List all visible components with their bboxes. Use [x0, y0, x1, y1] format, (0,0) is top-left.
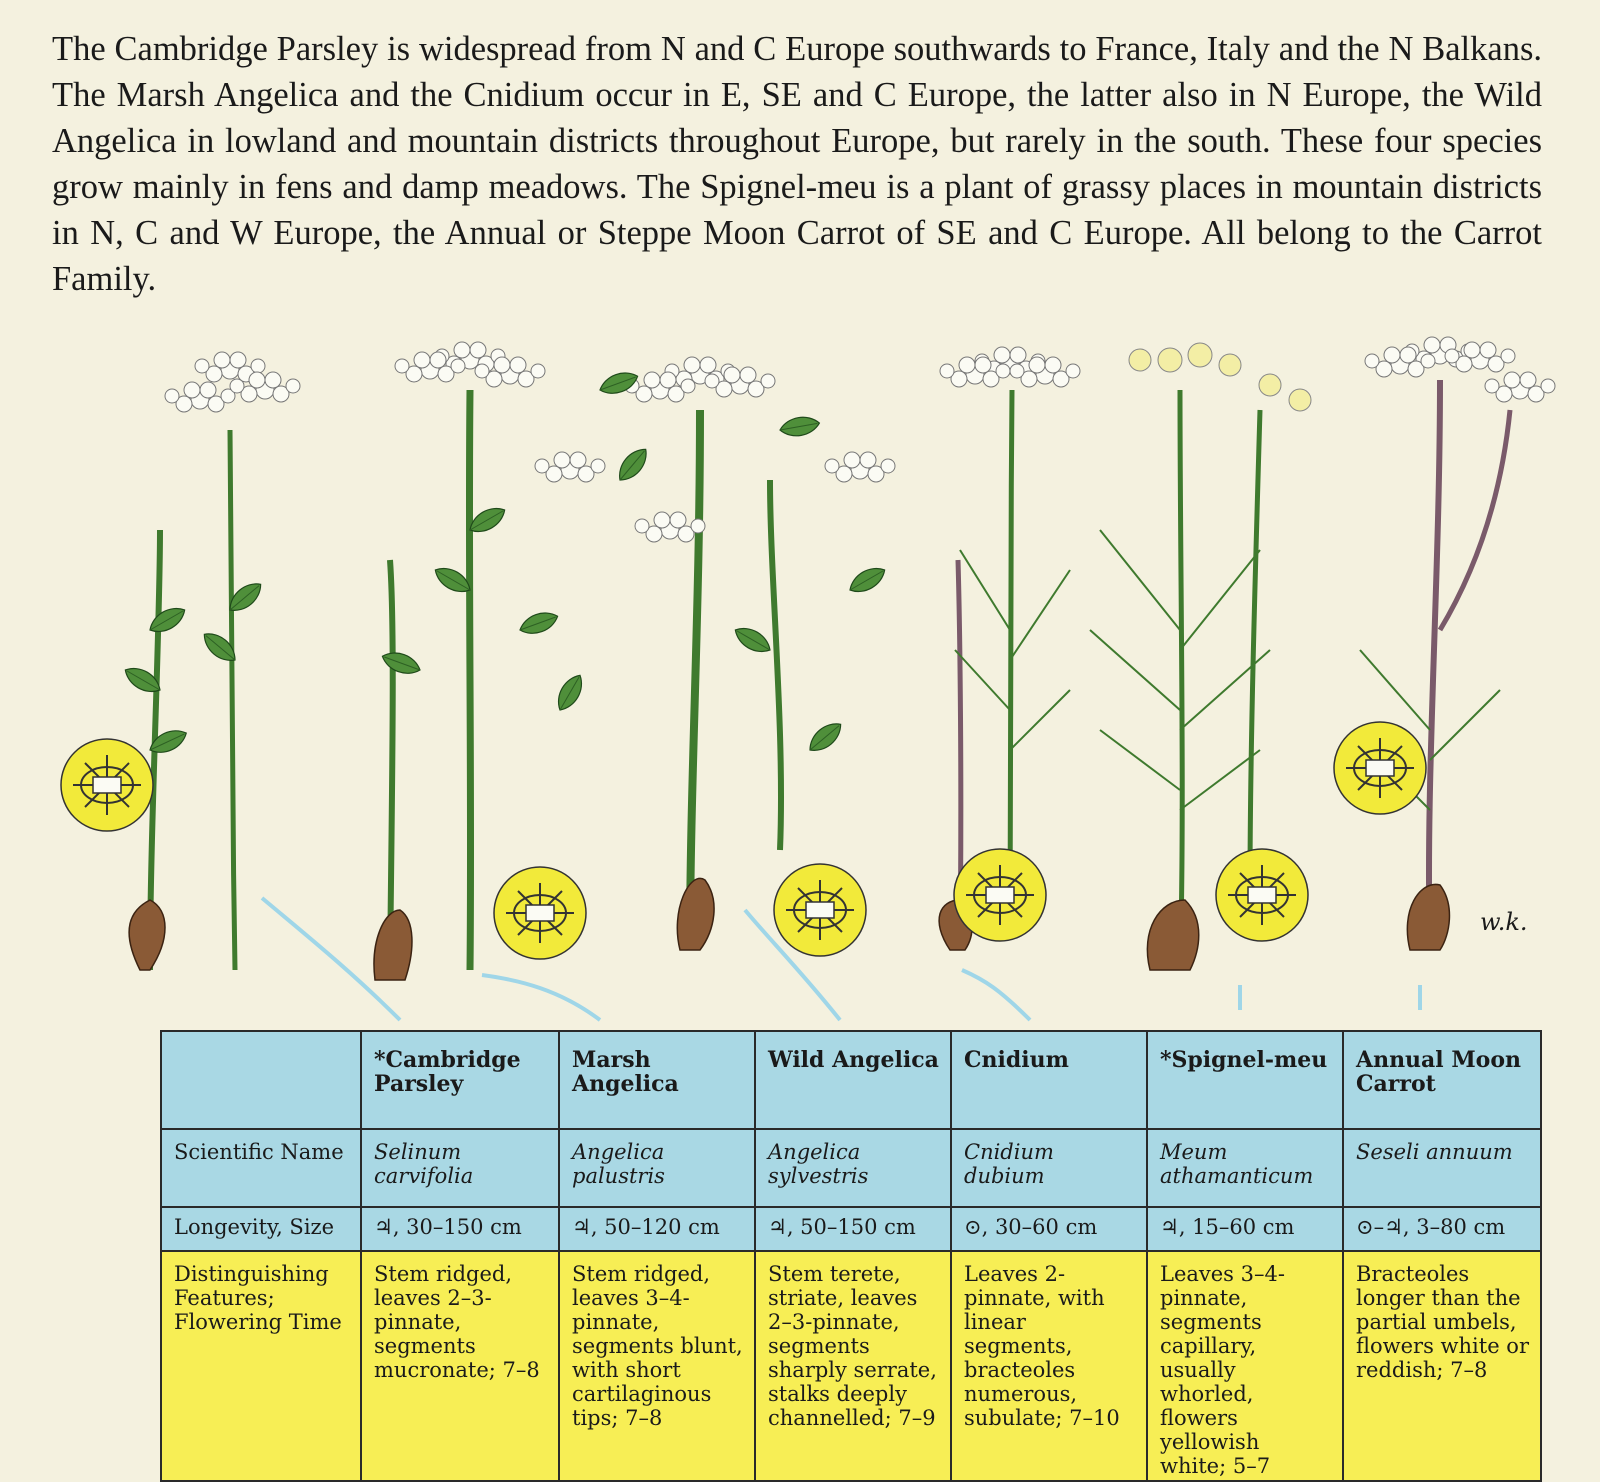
table-row-distinguishing-features — [161, 1251, 1541, 1481]
table-cell: ⊙, 30–60 cm — [951, 1207, 1147, 1251]
table-cell: Stem ridged, leaves 3–4-pinnate, segments blunt, with short cartilaginous tips; 7–8 — [559, 1251, 755, 1481]
plate-wild-angelica — [597, 357, 895, 956]
fruit-section-icon — [774, 864, 866, 956]
table-cell: Selinum carvifolia — [361, 1129, 559, 1207]
table-cell: Angelica sylvestris — [755, 1129, 951, 1207]
table-cell: Leaves 3–4-pinnate, segments capillary, usually whorled, flowers yellowish white; 5–7 — [1147, 1251, 1343, 1481]
fruit-section-icon — [61, 739, 153, 831]
table-cell: Leaves 2-pinnate, with linear segments, bracteoles numerous, subulate; 7–10 — [951, 1251, 1147, 1481]
fruit-section-icon — [1334, 722, 1426, 814]
row-label-scientific-name: Scientific Name — [161, 1129, 361, 1207]
plate-cambridge-parsley — [61, 352, 300, 970]
table-cell: ♃, 30–150 cm — [361, 1207, 559, 1251]
table-cell: Meum athamanticum — [1147, 1129, 1343, 1207]
header-marsh-angelica: Marsh Angelica — [559, 1031, 755, 1129]
plate-marsh-angelica — [374, 342, 605, 980]
header-annual-moon-carrot: Annual Moon Carrot — [1343, 1031, 1541, 1129]
table-cell: Angelica palustris — [559, 1129, 755, 1207]
intro-paragraph: The Cambridge Parsley is widespread from N and C Europe southwards to France, Italy and the N Balkans. The Marsh Angelica and the Cnidium occur in E, SE and C Europe, the latter also in N Europe, the Wild Angelica in lowland and mountain districts throughout Europe, but rarely in the south. These four species grow mainly in fens and damp meadows. The Spignel-meu is a plant of grassy places in mountain districts in N, C and W Europe, the Annual or Steppe Moon Carrot of SE and C Europe. All belong to the Carrot Family. — [52, 30, 1542, 298]
row-label-distinguishing-features: Distinguishing Features; Flowering Time — [161, 1251, 361, 1481]
table-cell: Cnidium dubium — [951, 1129, 1147, 1207]
fruit-section-icon — [494, 867, 586, 959]
plate-annual-moon-carrot — [1334, 337, 1555, 950]
table-cell: ⊙–♃, 3–80 cm — [1343, 1207, 1541, 1251]
table-header-row — [161, 1031, 1541, 1129]
header-cell-empty — [161, 1031, 361, 1129]
header-spignel-meu: *Spignel-meu — [1147, 1031, 1343, 1129]
table-cell: ♃, 50–120 cm — [559, 1207, 755, 1251]
fruit-section-icon — [954, 849, 1046, 941]
plate-spignel-meu — [1090, 343, 1311, 970]
artist-signature: w.k. — [1480, 908, 1528, 936]
species-table — [160, 1030, 1542, 1482]
row-label-longevity-size: Longevity, Size — [161, 1207, 361, 1251]
fruit-section-icon — [1216, 849, 1308, 941]
header-wild-angelica: Wild Angelica — [755, 1031, 951, 1129]
table-row-scientific-name — [161, 1129, 1541, 1207]
plant-illustrations — [0, 330, 1600, 1030]
table-cell: Stem terete, striate, leaves 2–3-pinnate, segments sharply serrate, stalks deeply channelled; 7–9 — [755, 1251, 951, 1481]
table-row-longevity-size — [161, 1207, 1541, 1251]
table-cell: ♃, 15–60 cm — [1147, 1207, 1343, 1251]
table-cell: Seseli annuum — [1343, 1129, 1541, 1207]
header-cnidium: Cnidium — [951, 1031, 1147, 1129]
table-cell: Stem ridged, leaves 2–3-pinnate, segments mucronate; 7–8 — [361, 1251, 559, 1481]
table-cell: Bracteoles longer than the partial umbels, flowers white or reddish; 7–8 — [1343, 1251, 1541, 1481]
header-cambridge-parsley: *Cambridge Parsley — [361, 1031, 559, 1129]
plate-cnidium — [939, 347, 1080, 950]
table-cell: ♃, 50–150 cm — [755, 1207, 951, 1251]
